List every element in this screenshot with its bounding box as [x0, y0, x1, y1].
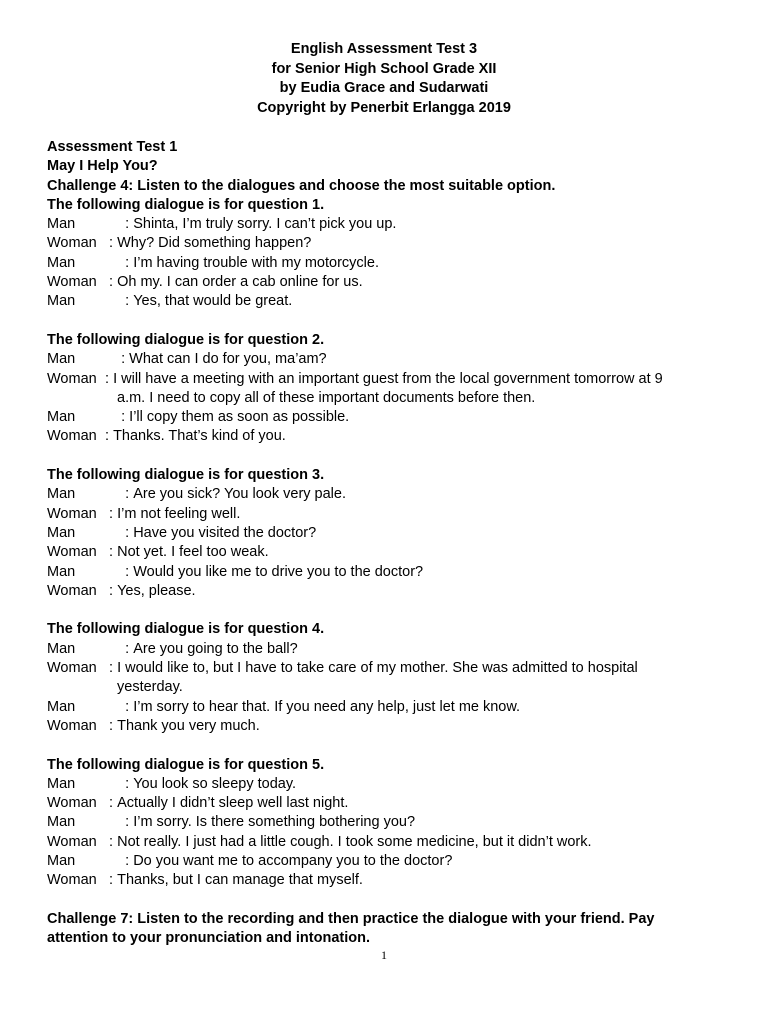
dialogue-heading: The following dialogue is for question 4.	[47, 621, 325, 638]
spacer	[47, 736, 727, 755]
dialogue-line	[47, 543, 727, 562]
dialogue-line	[47, 524, 727, 543]
speaker: Man	[47, 351, 76, 368]
dialogue-1	[47, 196, 727, 312]
speaker: Woman	[47, 428, 97, 445]
utterance: Yes, that would be great.	[133, 293, 293, 310]
dialogue-line	[47, 254, 727, 273]
speaker: Man	[47, 852, 76, 869]
section-subtitle: May I Help You?	[47, 158, 158, 175]
spacer	[47, 312, 727, 331]
dialogue-line	[47, 813, 727, 832]
utterance: Actually I didn’t sleep well last night.	[117, 795, 349, 812]
dialogue-line	[47, 582, 727, 601]
dialogue-4	[47, 620, 727, 736]
utterance: Why? Did something happen?	[117, 235, 312, 252]
utterance: I’m sorry to hear that. If you need any help, just let me know.	[133, 698, 521, 715]
speaker: Man	[47, 563, 76, 580]
utterance: I’m having trouble with my motorcycle.	[133, 254, 379, 271]
dialogue-line	[47, 775, 727, 794]
speaker: Woman	[47, 544, 97, 561]
document-header	[0, 40, 768, 118]
separator: :	[105, 274, 118, 291]
separator: :	[105, 370, 114, 387]
dialogue-line	[47, 871, 727, 890]
utterance: Oh my. I can order a cab online for us.	[117, 274, 363, 291]
header-subtitle: for Senior High School Grade XII	[271, 60, 497, 77]
utterance: I’m sorry. Is there something bothering you?	[133, 814, 416, 831]
separator: :	[105, 717, 118, 734]
utterance: Yes, please.	[117, 582, 196, 599]
speaker: Man	[47, 254, 76, 271]
speaker: Woman	[47, 235, 97, 252]
dialogue-line	[47, 640, 727, 659]
utterance: Do you want me to accompany you to the doctor?	[133, 852, 453, 869]
dialogue-heading: The following dialogue is for question 1.	[47, 196, 325, 213]
dialogue-3	[47, 466, 727, 601]
dialogue-line	[47, 350, 727, 369]
separator: :	[105, 505, 118, 522]
utterance: I would like to, but I have to take care of my mother. She was admitted to hospital	[117, 660, 638, 677]
utterance: Thank you very much.	[117, 717, 260, 734]
dialogue-line	[47, 717, 727, 736]
dialogue-line	[47, 234, 727, 253]
utterance: Thanks. That’s kind of you.	[113, 428, 286, 445]
speaker: Man	[47, 293, 76, 310]
speaker: Man	[47, 814, 76, 831]
utterance-continuation: yesterday.	[117, 679, 183, 696]
challenge-7-instruction	[47, 910, 727, 949]
separator: :	[105, 409, 130, 426]
utterance: You look so sleepy today.	[133, 775, 297, 792]
separator: :	[105, 660, 118, 677]
utterance: Shinta, I’m truly sorry. I can’t pick you up.	[133, 216, 397, 233]
page-number: 1	[381, 948, 387, 962]
separator: :	[105, 486, 134, 503]
dialogue-line	[47, 370, 727, 389]
dialogue-line	[47, 698, 727, 717]
dialogue-5	[47, 756, 727, 891]
separator: :	[105, 775, 134, 792]
separator: :	[105, 833, 118, 850]
speaker: Woman	[47, 505, 97, 522]
speaker: Woman	[47, 660, 97, 677]
speaker: Man	[47, 216, 76, 233]
speaker: Woman	[47, 795, 97, 812]
dialogue-line	[47, 833, 727, 852]
speaker: Man	[47, 775, 76, 792]
separator: :	[105, 814, 134, 831]
speaker: Woman	[47, 833, 97, 850]
dialogue-heading: The following dialogue is for question 3.	[47, 467, 325, 484]
utterance: Thanks, but I can manage that myself.	[117, 872, 363, 889]
utterance: What can I do for you, ma’am?	[129, 351, 327, 368]
spacer	[47, 891, 727, 910]
utterance: I’m not feeling well.	[117, 505, 241, 522]
dialogue-line	[47, 852, 727, 871]
document-body	[47, 138, 727, 948]
separator: :	[105, 254, 134, 271]
utterance: Have you visited the doctor?	[133, 524, 317, 541]
separator: :	[105, 852, 134, 869]
utterance: I’ll copy them as soon as possible.	[129, 409, 350, 426]
speaker: Man	[47, 524, 76, 541]
dialogue-line	[47, 485, 727, 504]
separator: :	[105, 216, 134, 233]
dialogue-line	[47, 563, 727, 582]
utterance: Not really. I just had a little cough. I took some medicine, but it didn’t work.	[117, 833, 592, 850]
dialogue-heading: The following dialogue is for question 2.	[47, 331, 325, 348]
utterance: Are you sick? You look very pale.	[133, 486, 346, 503]
speaker: Man	[47, 409, 76, 426]
speaker: Man	[47, 640, 76, 657]
speaker: Woman	[47, 717, 97, 734]
dialogue-line	[47, 215, 727, 234]
separator: :	[105, 293, 134, 310]
separator: :	[105, 544, 118, 561]
separator: :	[105, 640, 134, 657]
spacer	[47, 447, 727, 466]
dialogue-line	[47, 408, 727, 427]
header-authors: by Eudia Grace and Sudarwati	[279, 80, 489, 96]
speaker: Woman	[47, 274, 97, 291]
utterance-continuation: a.m. I need to copy all of these important documents before then.	[117, 389, 536, 406]
separator: :	[105, 524, 134, 541]
utterance: I will have a meeting with an important guest from the local government tomorrow at 9	[113, 370, 663, 387]
separator: :	[105, 698, 134, 715]
dialogue-line	[47, 794, 727, 813]
dialogue-line	[47, 427, 727, 446]
separator: :	[105, 428, 114, 445]
dialogue-line	[47, 292, 727, 311]
header-copyright: Copyright by Penerbit Erlangga 2019	[257, 99, 511, 116]
speaker: Woman	[47, 872, 97, 889]
dialogue-line	[47, 505, 727, 524]
utterance: Would you like me to drive you to the doctor?	[133, 563, 424, 580]
separator: :	[105, 582, 118, 599]
header-title: English Assessment Test 3	[290, 41, 478, 57]
challenge-7-line-2: attention to your pronunciation and intonation.	[47, 930, 370, 947]
challenge-7-line-1: Challenge 7: Listen to the recording and then practice the dialogue with your friend. Pay	[47, 910, 655, 927]
challenge-4-instruction: Challenge 4: Listen to the dialogues and choose the most suitable option.	[47, 177, 556, 194]
speaker: Woman	[47, 582, 97, 599]
separator: :	[105, 872, 118, 889]
separator: :	[105, 351, 130, 368]
section-title: Assessment Test 1	[47, 139, 178, 155]
dialogue-line	[47, 659, 727, 678]
speaker: Man	[47, 486, 76, 503]
dialogue-line	[47, 273, 727, 292]
speaker: Man	[47, 698, 76, 715]
dialogue-2	[47, 331, 727, 447]
separator: :	[105, 235, 118, 252]
utterance: Not yet. I feel too weak.	[117, 544, 269, 561]
separator: :	[105, 563, 134, 580]
speaker: Woman	[47, 370, 97, 387]
spacer	[47, 601, 727, 620]
dialogue-heading: The following dialogue is for question 5.	[47, 756, 325, 773]
separator: :	[105, 795, 118, 812]
utterance: Are you going to the ball?	[133, 640, 298, 657]
